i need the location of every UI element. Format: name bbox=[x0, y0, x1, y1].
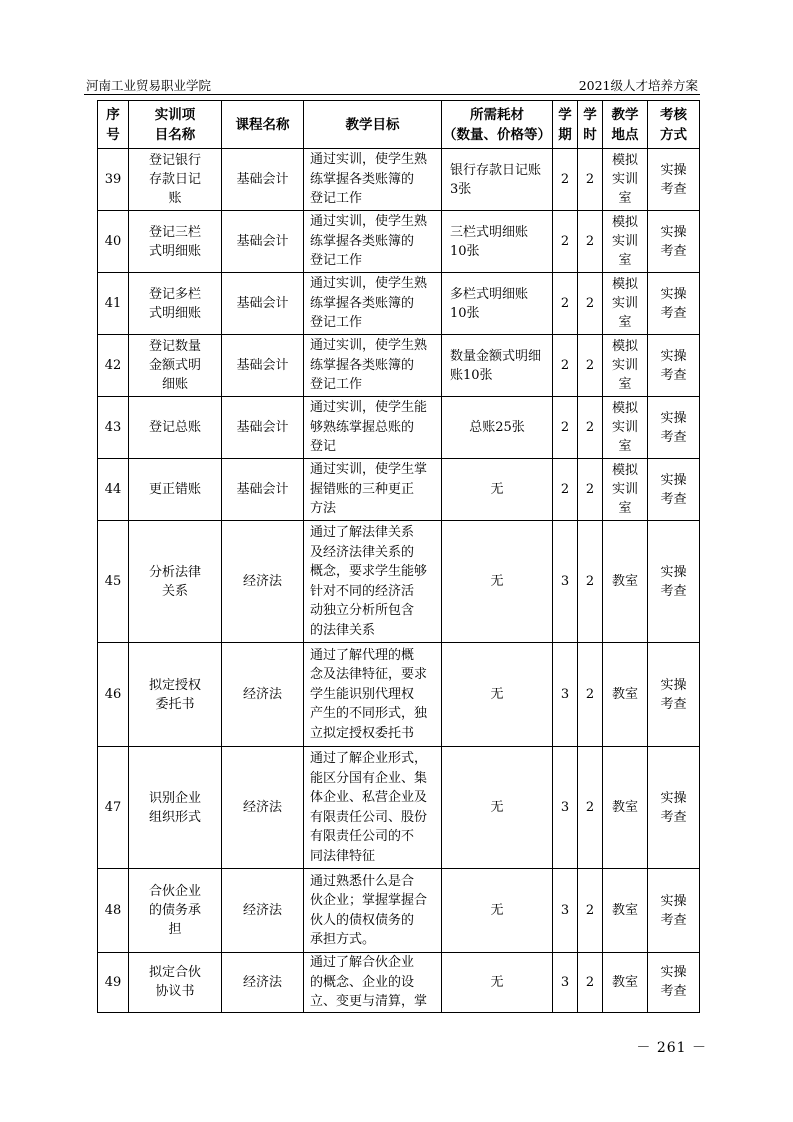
cell-no: 39 bbox=[98, 149, 129, 211]
cell-goal: 通过熟悉什么是合 伙企业；掌握掌握合 伙人的债权债务的 承担方式。 bbox=[304, 869, 442, 953]
cell-hours: 2 bbox=[578, 521, 603, 643]
col-header-course: 课程名称 bbox=[222, 101, 304, 149]
cell-material: 数量金额式明细 账10张 bbox=[442, 335, 553, 397]
training-table bbox=[97, 100, 700, 1013]
cell-place: 教室 bbox=[603, 869, 648, 953]
cell-project: 登记数量 金额式明 细账 bbox=[129, 335, 222, 397]
table-row bbox=[98, 397, 700, 459]
cell-no: 41 bbox=[98, 273, 129, 335]
col-header-place: 教学 地点 bbox=[603, 101, 648, 149]
col-header-no: 序 号 bbox=[98, 101, 129, 149]
cell-term: 3 bbox=[553, 953, 578, 1013]
page-header bbox=[84, 76, 700, 93]
table-row bbox=[98, 149, 700, 211]
cell-no: 44 bbox=[98, 459, 129, 521]
cell-place: 模拟 实训 室 bbox=[603, 149, 648, 211]
cell-exam: 实操 考查 bbox=[648, 335, 700, 397]
cell-place: 教室 bbox=[603, 953, 648, 1013]
cell-goal: 通过了解代理的概 念及法律特征，要求 学生能识别代理权 产生的不同形式，独 立拟定授权委托书 bbox=[304, 643, 442, 747]
page-number: － 261 － bbox=[636, 1040, 707, 1056]
cell-exam: 实操 考查 bbox=[648, 869, 700, 953]
cell-project: 登记银行 存款日记 账 bbox=[129, 149, 222, 211]
cell-material: 无 bbox=[442, 459, 553, 521]
cell-place: 模拟 实训 室 bbox=[603, 273, 648, 335]
cell-project: 拟定授权 委托书 bbox=[129, 643, 222, 747]
cell-course: 基础会计 bbox=[222, 397, 304, 459]
cell-material: 无 bbox=[442, 869, 553, 953]
table-header-row bbox=[98, 101, 700, 149]
cell-course: 基础会计 bbox=[222, 459, 304, 521]
cell-hours: 2 bbox=[578, 869, 603, 953]
header-doc-title: 2021级人才培养方案 bbox=[578, 78, 698, 93]
cell-hours: 2 bbox=[578, 335, 603, 397]
cell-project: 登记三栏 式明细账 bbox=[129, 211, 222, 273]
cell-goal: 通过了解法律关系 及经济法律关系的 概念，要求学生能够 针对不同的经济活 动独立分析所包含 的法律关系 bbox=[304, 521, 442, 643]
cell-course: 基础会计 bbox=[222, 149, 304, 211]
cell-course: 经济法 bbox=[222, 747, 304, 869]
cell-goal: 通过实训，使学生熟 练掌握各类账簿的 登记工作 bbox=[304, 211, 442, 273]
cell-project: 分析法律 关系 bbox=[129, 521, 222, 643]
cell-term: 3 bbox=[553, 869, 578, 953]
cell-course: 经济法 bbox=[222, 953, 304, 1013]
col-header-material: 所需耗材 （数量、价格等） bbox=[442, 101, 553, 149]
cell-term: 2 bbox=[553, 149, 578, 211]
cell-hours: 2 bbox=[578, 397, 603, 459]
table-row bbox=[98, 643, 700, 747]
cell-goal: 通过实训，使学生熟 练掌握各类账簿的 登记工作 bbox=[304, 149, 442, 211]
cell-course: 经济法 bbox=[222, 643, 304, 747]
cell-hours: 2 bbox=[578, 273, 603, 335]
cell-project: 拟定合伙 协议书 bbox=[129, 953, 222, 1013]
cell-material: 无 bbox=[442, 521, 553, 643]
cell-term: 2 bbox=[553, 211, 578, 273]
cell-hours: 2 bbox=[578, 459, 603, 521]
cell-hours: 2 bbox=[578, 953, 603, 1013]
cell-term: 3 bbox=[553, 747, 578, 869]
cell-material: 多栏式明细账 10张 bbox=[442, 273, 553, 335]
cell-exam: 实操 考查 bbox=[648, 149, 700, 211]
cell-hours: 2 bbox=[578, 211, 603, 273]
cell-place: 教室 bbox=[603, 643, 648, 747]
cell-project: 更正错账 bbox=[129, 459, 222, 521]
table-row bbox=[98, 521, 700, 643]
col-header-goal: 教学目标 bbox=[304, 101, 442, 149]
cell-hours: 2 bbox=[578, 747, 603, 869]
cell-term: 3 bbox=[553, 521, 578, 643]
cell-no: 43 bbox=[98, 397, 129, 459]
cell-goal: 通过了解企业形式， 能区分国有企业、集 体企业、私营企业及 有限责任公司、股份 有限责任公司的不 同法律特征 bbox=[304, 747, 442, 869]
cell-no: 49 bbox=[98, 953, 129, 1013]
cell-place: 模拟 实训 室 bbox=[603, 211, 648, 273]
cell-term: 2 bbox=[553, 397, 578, 459]
table-row bbox=[98, 869, 700, 953]
cell-material: 三栏式明细账 10张 bbox=[442, 211, 553, 273]
cell-term: 3 bbox=[553, 643, 578, 747]
col-header-term: 学 期 bbox=[553, 101, 578, 149]
cell-no: 42 bbox=[98, 335, 129, 397]
cell-project: 识别企业 组织形式 bbox=[129, 747, 222, 869]
cell-material: 无 bbox=[442, 643, 553, 747]
cell-course: 基础会计 bbox=[222, 273, 304, 335]
cell-no: 48 bbox=[98, 869, 129, 953]
cell-goal: 通过实训，使学生能 够熟练掌握总账的 登记 bbox=[304, 397, 442, 459]
header-rule bbox=[84, 94, 700, 95]
col-header-exam: 考核 方式 bbox=[648, 101, 700, 149]
cell-term: 2 bbox=[553, 335, 578, 397]
cell-course: 经济法 bbox=[222, 521, 304, 643]
cell-goal: 通过了解合伙企业 的概念、企业的设 立、变更与清算，掌 bbox=[304, 953, 442, 1013]
cell-material: 无 bbox=[442, 953, 553, 1013]
cell-project: 合伙企业 的债务承 担 bbox=[129, 869, 222, 953]
cell-course: 基础会计 bbox=[222, 211, 304, 273]
cell-place: 模拟 实训 室 bbox=[603, 335, 648, 397]
cell-hours: 2 bbox=[578, 643, 603, 747]
col-header-hours: 学 时 bbox=[578, 101, 603, 149]
cell-course: 经济法 bbox=[222, 869, 304, 953]
table-body bbox=[98, 149, 700, 1013]
cell-exam: 实操 考查 bbox=[648, 643, 700, 747]
table-row bbox=[98, 335, 700, 397]
cell-material: 银行存款日记账 3张 bbox=[442, 149, 553, 211]
table-row bbox=[98, 747, 700, 869]
table-row bbox=[98, 211, 700, 273]
col-header-project: 实训项 目名称 bbox=[129, 101, 222, 149]
cell-place: 教室 bbox=[603, 747, 648, 869]
cell-project: 登记总账 bbox=[129, 397, 222, 459]
cell-no: 40 bbox=[98, 211, 129, 273]
cell-exam: 实操 考查 bbox=[648, 211, 700, 273]
cell-exam: 实操 考查 bbox=[648, 273, 700, 335]
cell-exam: 实操 考查 bbox=[648, 459, 700, 521]
cell-place: 教室 bbox=[603, 521, 648, 643]
cell-exam: 实操 考查 bbox=[648, 953, 700, 1013]
cell-goal: 通过实训，使学生掌 握错账的三种更正 方法 bbox=[304, 459, 442, 521]
cell-material: 无 bbox=[442, 747, 553, 869]
cell-course: 基础会计 bbox=[222, 335, 304, 397]
table-row bbox=[98, 953, 700, 1013]
cell-term: 2 bbox=[553, 459, 578, 521]
cell-no: 46 bbox=[98, 643, 129, 747]
cell-goal: 通过实训，使学生熟 练掌握各类账簿的 登记工作 bbox=[304, 335, 442, 397]
cell-no: 45 bbox=[98, 521, 129, 643]
cell-project: 登记多栏 式明细账 bbox=[129, 273, 222, 335]
table-row bbox=[98, 459, 700, 521]
table-row bbox=[98, 273, 700, 335]
cell-exam: 实操 考查 bbox=[648, 747, 700, 869]
cell-material: 总账25张 bbox=[442, 397, 553, 459]
cell-place: 模拟 实训 室 bbox=[603, 397, 648, 459]
cell-no: 47 bbox=[98, 747, 129, 869]
cell-exam: 实操 考查 bbox=[648, 521, 700, 643]
cell-hours: 2 bbox=[578, 149, 603, 211]
cell-goal: 通过实训，使学生熟 练掌握各类账簿的 登记工作 bbox=[304, 273, 442, 335]
cell-term: 2 bbox=[553, 273, 578, 335]
cell-place: 模拟 实训 室 bbox=[603, 459, 648, 521]
cell-exam: 实操 考查 bbox=[648, 397, 700, 459]
header-school-name: 河南工业贸易职业学院 bbox=[86, 78, 212, 93]
